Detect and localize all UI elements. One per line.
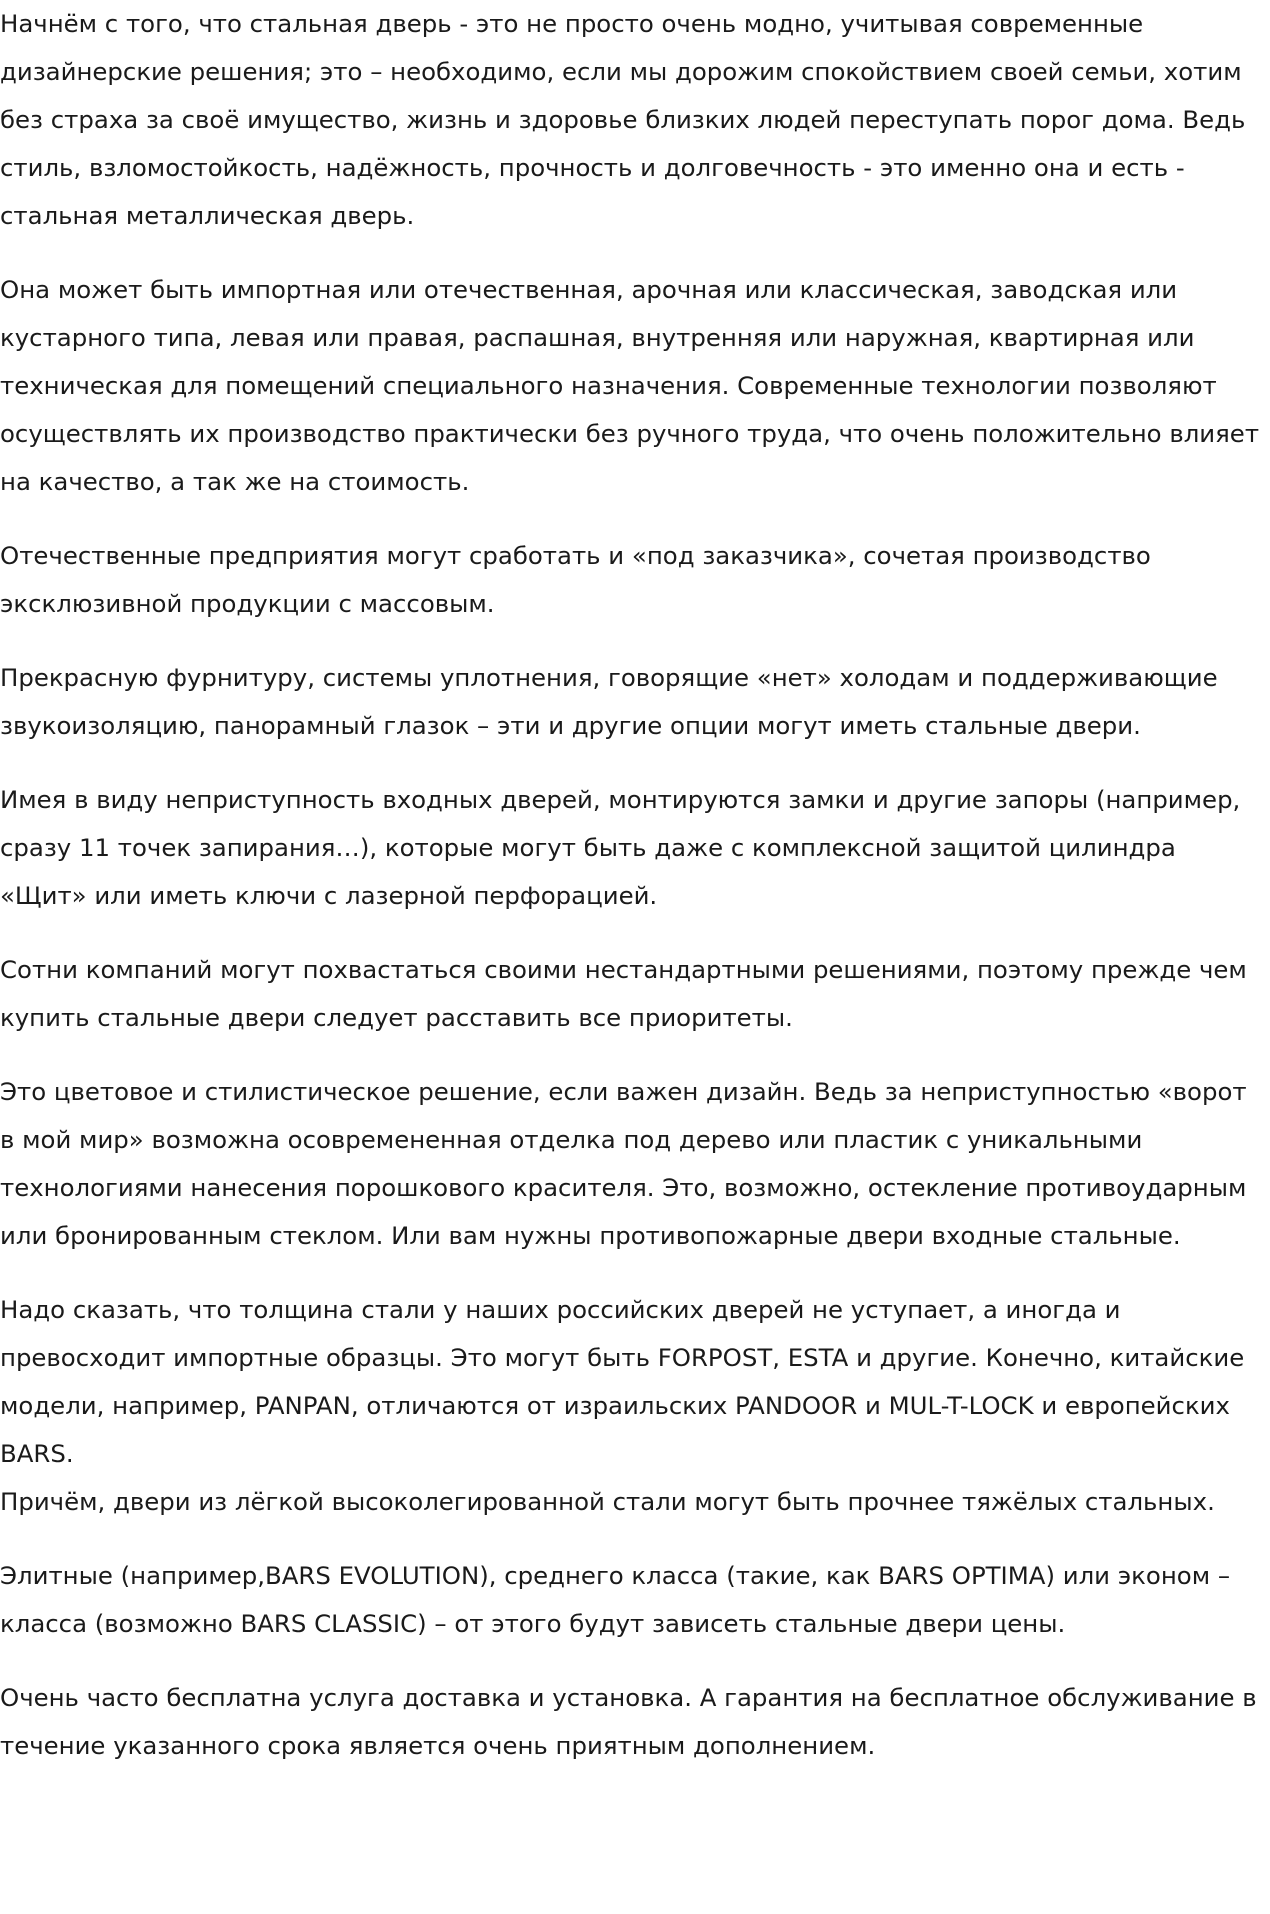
paragraph-options: Прекрасную фурнитуру, системы уплотнения, говорящие «нет» холодам и поддерживающие звукоизоляцию, панорамный глазок – эти и другие опции могут иметь стальные двери. xyxy=(0,663,1218,740)
paragraph-types: Она может быть импортная или отечественная, арочная или классическая, заводская или кустарного типа, левая или правая, распашная, внутренняя или наружная, квартирная или техническая для помещений специального назначения. Современные технологии позволяют осуществлять их производство практически без ручного труда, что очень положительно влияет на качество, а так же на стоимость. xyxy=(0,275,1260,496)
paragraph-intro: Начнём с того, что стальная дверь - это не просто очень модно, учитывая современные дизайнерские решения; это – необходимо, если мы дорожим спокойствием своей семьи, хотим без страха за своё имущество, жизнь и здоровье близких людей переступать порог дома. Ведь стиль, взломостойкость, надёжность, прочность и долговечность - это именно она и есть - стальная металлическая дверь. xyxy=(0,9,1246,230)
paragraph-priorities: Сотни компаний могут похвастаться своими нестандартными решениями, поэтому прежде чем купить стальные двери следует расставить все приоритеты. xyxy=(0,955,1247,1032)
paragraph-delivery: Очень часто бесплатна услуга доставка и установка. А гарантия на бесплатное обслуживание в течение указанного срока является очень приятным дополнением. xyxy=(0,1683,1257,1760)
paragraph-custom-order: Отечественные предприятия могут сработать и «под заказчика», сочетая производство эксклюзивной продукции с массовым. xyxy=(0,541,1151,618)
paragraph-classes: Элитные (например,BARS EVOLUTION), среднего класса (такие, как BARS OPTIMA) или эконом – класса (возможно BARS CLASSIC) – от этого будут зависеть стальные двери цены. xyxy=(0,1561,1231,1638)
paragraph-steel: Причём, двери из лёгкой высоколегированной стали могут быть прочнее тяжёлых стальных. xyxy=(0,1487,1215,1516)
paragraph-brands: Надо сказать, что толщина стали у наших российских дверей не уступает, а иногда и превосходит импортные образцы. Это могут быть FORPOST, ESTA и другие. Конечно, китайские модели, например, PANPAN, отличаются от израильских PANDOOR и MUL-T-LOCK и европейских BARS. xyxy=(0,1295,1245,1468)
paragraph-locks: Имея в виду неприступность входных дверей, монтируются замки и другие запоры (например, сразу 11 точек запирания…), которые могут быть даже с комплексной защитой цилиндра «Щит» или иметь ключи с лазерной перфорацией. xyxy=(0,785,1241,910)
paragraph-design: Это цветовое и стилистическое решение, если важен дизайн. Ведь за неприступностью «ворот в мой мир» возможна осовремененная отделка под дерево или пластик с уникальными технологиями нанесения порошкового красителя. Это, возможно, остекление противоударным или бронированным стеклом. Или вам нужны противопожарные двери входные стальные. xyxy=(0,1077,1247,1250)
